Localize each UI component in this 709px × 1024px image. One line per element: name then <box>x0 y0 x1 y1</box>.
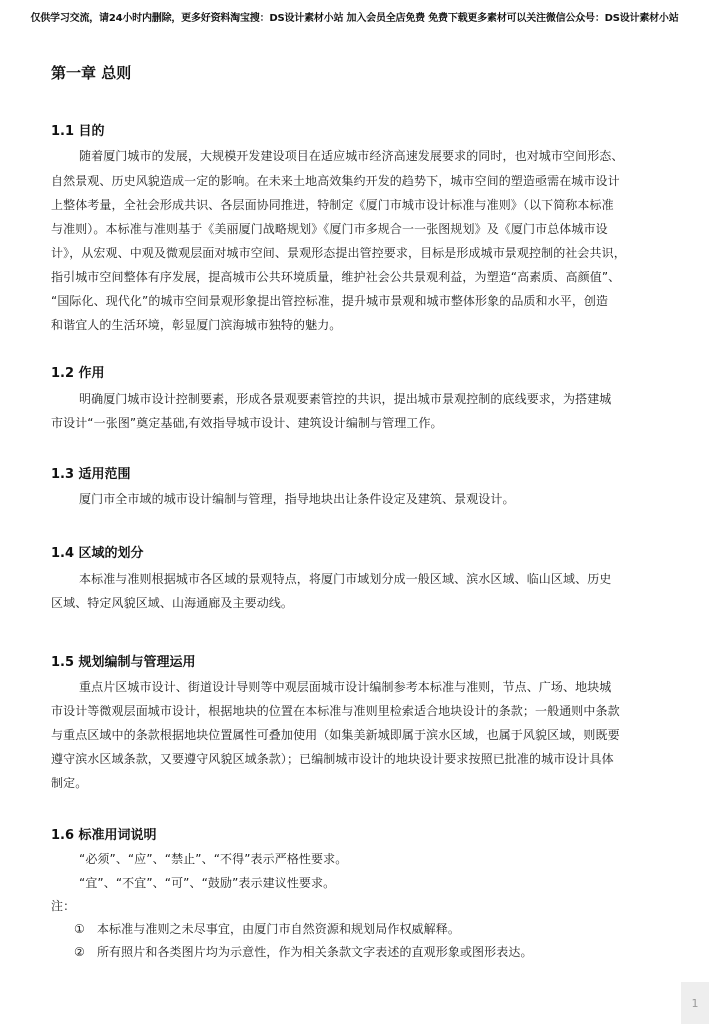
chapter-title: 第一章 总则 <box>51 64 132 82</box>
paragraph-line: 区域、特定风貌区域、山海通廊及主要动线。 <box>51 596 294 610</box>
paragraph-line: 与准则）。本标准与准则基于《美丽厦门战略规划》《厦门市多规合一一张图规划》及《厦门市总体城市设 <box>51 222 608 236</box>
paragraph-line: 市设计等微观层面城市设计，根据地块的位置在本标准与准则里检索适合地块设计的条款；一般通则中条款 <box>51 704 620 718</box>
paragraph-line: 市设计“一张图”奠定基础,有效指导城市设计、建筑设计编制与管理工作。 <box>51 416 443 430</box>
section-title-purpose: 1.1 目的 <box>51 124 105 139</box>
paragraph-line: 明确厦门城市设计控制要素，形成各景观要素管控的共识，提出城市景观控制的底线要求，为搭建城 <box>79 392 612 406</box>
paragraph-line: 制定。 <box>51 776 88 790</box>
note-label: 注： <box>51 899 76 913</box>
paragraph-line: 和谐宜人的生活环境，彰显厦门滨海城市独特的魅力。 <box>51 318 342 332</box>
paragraph-line: 重点片区城市设计、街道设计导则等中观层面城市设计编制参考本标准与准则，节点、广场、地块城 <box>79 680 612 694</box>
paragraph-line: 厦门市全市域的城市设计编制与管理，指导地块出让条件设定及建筑、景观设计。 <box>79 492 515 506</box>
top-banner: 仅供学习交流，请24小时内删除，更多好资料淘宝搜：DS设计素材小站 加入会员全店免费 免费下载更多素材可以关注微信公众号：DS设计素材小站 <box>30 13 679 24</box>
section-title-terminology: 1.6 标准用词说明 <box>51 828 157 843</box>
paragraph-line: 遵守滨水区域条款，又要遵守风貌区域条款）；已编制城市设计的地块设计要求按照已批准的城市设计具体 <box>51 752 614 766</box>
paragraph-line: 上整体考量，全社会形成共识、各层面协同推进，特制定《厦门市城市设计标准与准则》（以下简称本标准 <box>51 198 614 212</box>
paragraph-line: 与重点区域中的条款根据地块位置属性可叠加使用（如集美新城即属于滨水区域，也属于风貌区域，则既要 <box>51 728 620 742</box>
section-title-planning: 1.5 规划编制与管理运用 <box>51 655 196 670</box>
paragraph-line: 指引城市空间整体有序发展，提高城市公共环境质量，维护社会公共景观利益，为塑造“高素质、高颜值”、 <box>51 270 621 284</box>
paragraph-line: 随着厦门城市的发展，大规模开发建设项目在适应城市经济高速发展要求的同时，也对城市空间形态、 <box>79 149 624 163</box>
paragraph-line: 计》，从宏观、中观及微观层面对城市空间、景观形态提出管控要求，目标是形成城市景观控制的社会共识， <box>51 246 626 260</box>
section-title-scope: 1.3 适用范围 <box>51 467 131 482</box>
page-number: 1 <box>681 982 709 1024</box>
paragraph-line: “宜”、“不宜”、“可”、“鼓励”表示建议性要求。 <box>79 876 336 890</box>
section-title-zoning: 1.4 区域的划分 <box>51 546 144 561</box>
paragraph-line: 本标准与准则根据城市各区域的景观特点，将厦门市域划分成一般区域、滨水区域、临山区域、历史 <box>79 572 612 586</box>
note-item: ① 本标准与准则之未尽事宜，由厦门市自然资源和规划局作权威解释。 <box>74 922 460 936</box>
note-item: ② 所有照片和各类图片均为示意性，作为相关条款文字表述的直观形象或图形表达。 <box>74 945 533 959</box>
paragraph-line: “必须”、“应”、“禁止”、“不得”表示严格性要求。 <box>79 852 348 866</box>
section-title-role: 1.2 作用 <box>51 366 105 381</box>
paragraph-line: 自然景观、历史风貌造成一定的影响。在未来土地高效集约开发的趋势下，城市空间的塑造亟需在城市设计 <box>51 174 620 188</box>
paragraph-line: “国际化、现代化”的城市空间景观形象提出管控标准，提升城市景观和城市整体形象的品质和水平，创造 <box>51 294 609 308</box>
